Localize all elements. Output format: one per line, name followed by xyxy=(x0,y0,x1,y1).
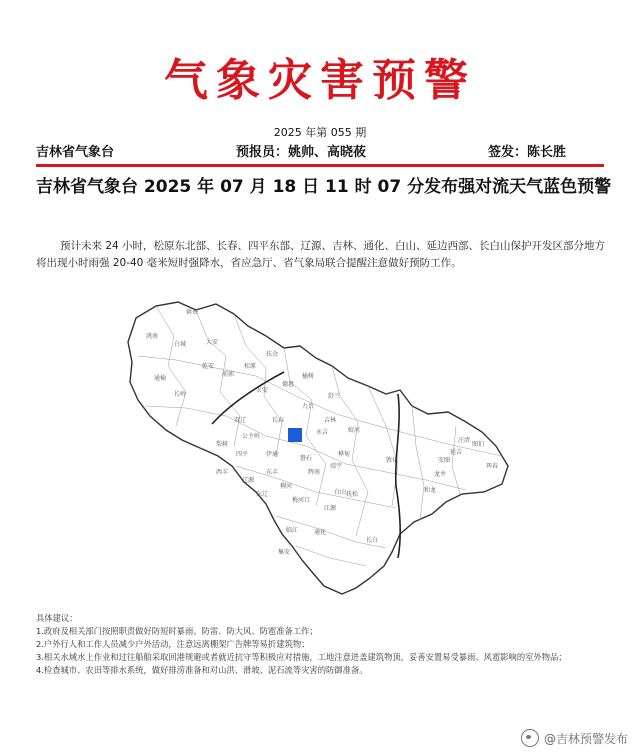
map-label-10: 农安 xyxy=(256,387,269,394)
forecasters: 预报员：姚帅、高晓莜 xyxy=(236,145,367,160)
map-label-3: 大安 xyxy=(206,339,219,346)
map-label-39: 靖宇 xyxy=(330,463,343,470)
map-label-30: 和龙 xyxy=(424,487,437,494)
map-label-48: 磐石 xyxy=(300,455,313,462)
map-label-17: 公主岭 xyxy=(242,433,261,440)
map-label-33: 柳河 xyxy=(280,483,293,490)
map-label-6: 前郭 xyxy=(222,371,235,378)
map-label-9: 扶余 xyxy=(266,351,279,358)
advice-item-4: 4.检查城市、农田等排水系统，做好排涝准备和对山洪、滑坡、泥石流等灾害的防御准备。 xyxy=(36,665,368,675)
map-label-29: 龙井 xyxy=(434,471,447,478)
map-label-26: 汪清 xyxy=(458,437,471,444)
signer: 签发：陈长胜 xyxy=(488,145,567,160)
warning-area-marker xyxy=(288,428,302,442)
map-label-2: 白城 xyxy=(174,341,187,348)
map-label-43: 长白 xyxy=(366,537,379,544)
map-label-38: 西丰 xyxy=(216,469,229,476)
map-label-28: 图们 xyxy=(472,441,485,448)
warning-title: 吉林省气象台 2025 年 07 月 18 日 11 时 07 分发布强对流天气蓝色预警 xyxy=(36,177,612,197)
map-label-31: 延吉 xyxy=(450,449,463,456)
weibo-watermark xyxy=(521,729,628,747)
weibo-icon xyxy=(521,729,539,747)
map-label-4: 通榆 xyxy=(154,375,167,382)
map-label-21: 永吉 xyxy=(316,429,329,436)
watermark-text: @吉林预警发布 xyxy=(543,731,628,746)
map-label-32: 辉南 xyxy=(308,469,321,476)
advice-section xyxy=(36,612,610,677)
warning-body: 预计未来 24 小时，松原东北部、长春、四平东部、辽源、吉林、通化、白山、延边西部、长白山保护开发区部分地方将出现小时雨强 20-40 毫米短时强降水，省应急厅、省气象局联合提醒注意做好预防工作。 xyxy=(36,240,606,269)
map-label-20: 梨树 xyxy=(216,441,229,448)
issue-number: 2025 年第 055 期 xyxy=(273,126,367,139)
issuing-agency: 吉林省气象台 xyxy=(36,145,115,160)
advice-heading: 具体建议： xyxy=(36,613,78,623)
map-label-46: 白山 xyxy=(334,489,347,496)
advice-item-3: 3.相关水域水上作业和过往船舶采取回港规避或者就近抗守等积极应对措施，工地注意进盖建筑物顶，妥善安置易受暴雨、风雹影响的室外物品； xyxy=(36,652,567,662)
map-label-5: 乾安 xyxy=(202,363,215,370)
advice-item-1: 1.政府及相关部门按照职责做好防短时暴雨、防雷、防大风、防雹准备工作； xyxy=(36,626,318,636)
map-label-19: 四平 xyxy=(236,451,249,458)
map-label-16: 双辽 xyxy=(234,417,247,424)
map-label-27: 珲春 xyxy=(486,463,499,470)
meta-row xyxy=(36,141,604,159)
map-label-1: 洮南 xyxy=(146,333,159,340)
map-label-0: 镇赉 xyxy=(186,309,199,316)
map-label-40: 抚松 xyxy=(346,491,359,498)
map-label-25: 安图 xyxy=(438,457,451,464)
map-label-13: 舒兰 xyxy=(328,393,341,400)
bulletin-title: 气象灾害预警 xyxy=(164,55,476,106)
advice-item-2: 2.户外行人和工作人员减少户外活动，注意远离棚架广告牌等易折建筑物； xyxy=(36,639,310,649)
map-label-24: 敦化 xyxy=(386,457,399,464)
map-label-41: 江源 xyxy=(324,505,337,512)
map-label-42: 临江 xyxy=(286,527,299,534)
map-label-14: 九台 xyxy=(302,403,315,410)
map-label-11: 德惠 xyxy=(282,381,295,388)
warning-area-map xyxy=(116,296,530,602)
map-label-44: 集安 xyxy=(278,549,291,556)
map-label-36: 东辽 xyxy=(256,491,269,498)
map-label-15: 长春 xyxy=(272,417,285,424)
map-label-35: 东丰 xyxy=(266,469,279,476)
map-label-7: 长岭 xyxy=(174,391,187,398)
map-label-22: 吉林 xyxy=(324,417,337,424)
map-label-45: 通化 xyxy=(314,529,327,536)
red-divider xyxy=(36,164,604,167)
map-label-12: 榆树 xyxy=(302,373,315,380)
map-label-23: 蛟河 xyxy=(348,427,361,434)
map-label-47: 桦甸 xyxy=(338,451,351,458)
map-label-34: 梅河口 xyxy=(292,497,311,504)
map-label-8: 松原 xyxy=(244,363,257,370)
map-label-37: 辽源 xyxy=(242,477,255,484)
map-label-18: 伊通 xyxy=(266,451,279,458)
